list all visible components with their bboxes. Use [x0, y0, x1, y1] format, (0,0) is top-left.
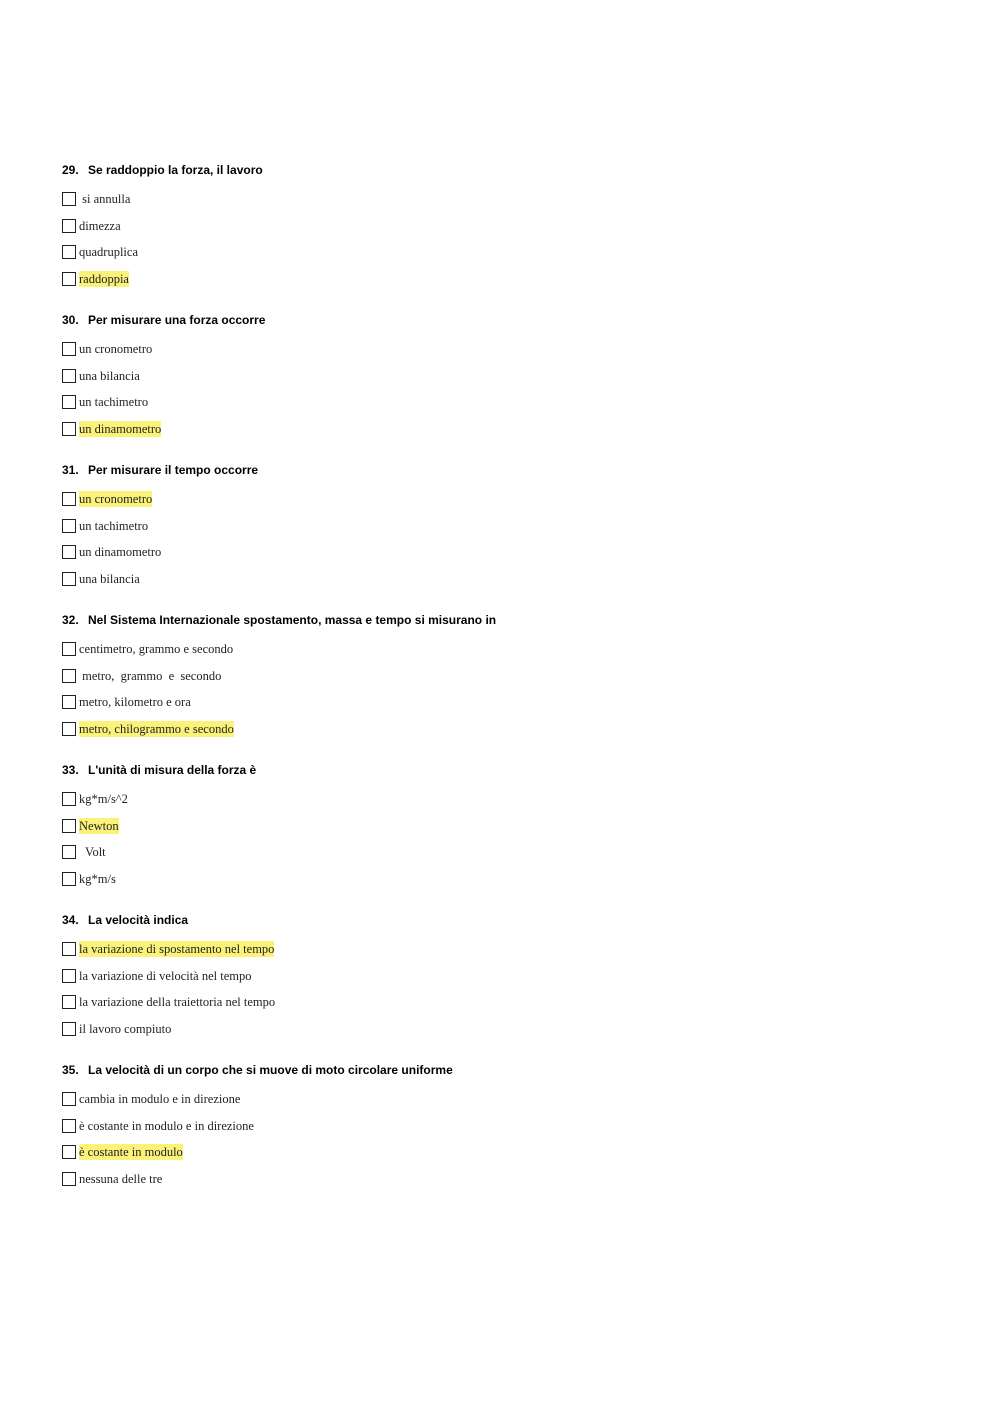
answer-checkbox[interactable]	[62, 1119, 76, 1133]
answer-checkbox[interactable]	[62, 995, 76, 1009]
answer-option[interactable]	[62, 813, 942, 840]
quiz-page	[62, 160, 942, 1210]
answer-checkbox[interactable]	[62, 669, 76, 683]
question-title	[62, 760, 942, 780]
answer-option[interactable]	[62, 839, 942, 866]
question-block	[62, 310, 942, 442]
question-text: La velocità indica	[88, 913, 189, 927]
answer-label: la variazione della traiettoria nel tempo	[79, 995, 276, 1010]
answer-option[interactable]	[62, 989, 942, 1016]
answer-checkbox[interactable]	[62, 845, 76, 859]
question-block	[62, 1060, 942, 1192]
answer-checkbox[interactable]	[62, 1092, 76, 1106]
question-number: 31.	[62, 463, 79, 477]
question-title	[62, 310, 942, 330]
answer-option[interactable]	[62, 1016, 942, 1043]
answer-label: un tachimetro	[79, 518, 149, 533]
answer-option[interactable]	[62, 663, 942, 690]
answer-checkbox[interactable]	[62, 792, 76, 806]
answer-label: Volt	[79, 845, 106, 860]
answer-option[interactable]	[62, 1113, 942, 1140]
question-title	[62, 1060, 942, 1080]
answer-option[interactable]	[62, 513, 942, 540]
answer-option[interactable]	[62, 936, 942, 963]
question-number: 35.	[62, 1063, 79, 1077]
answer-label: un tachimetro	[79, 395, 149, 410]
answer-label: kg*m/s^2	[79, 792, 128, 807]
question-number: 30.	[62, 313, 79, 327]
answer-option[interactable]	[62, 1166, 942, 1193]
answer-checkbox[interactable]	[62, 422, 76, 436]
answer-option[interactable]	[62, 363, 942, 390]
answer-checkbox[interactable]	[62, 492, 76, 506]
answer-checkbox[interactable]	[62, 872, 76, 886]
answer-option[interactable]	[62, 239, 942, 266]
question-title	[62, 460, 942, 480]
answer-label: una bilancia	[79, 571, 140, 586]
answer-label-highlighted: la variazione di spostamento nel tempo	[79, 942, 275, 957]
answer-checkbox[interactable]	[62, 219, 76, 233]
answer-label: si annulla	[79, 192, 131, 207]
answer-label: nessuna delle tre	[79, 1171, 163, 1186]
question-text: La velocità di un corpo che si muove di moto circolare uniforme	[88, 1063, 453, 1077]
question-block	[62, 910, 942, 1042]
answer-checkbox[interactable]	[62, 695, 76, 709]
answer-label: un dinamometro	[79, 545, 162, 560]
answer-option[interactable]	[62, 336, 942, 363]
answer-label: è costante in modulo e in direzione	[79, 1118, 254, 1133]
answer-checkbox[interactable]	[62, 545, 76, 559]
answer-checkbox[interactable]	[62, 722, 76, 736]
answer-option[interactable]	[62, 186, 942, 213]
answer-option[interactable]	[62, 636, 942, 663]
answer-option[interactable]	[62, 1139, 942, 1166]
answer-label: dimezza	[79, 218, 121, 233]
answer-checkbox[interactable]	[62, 942, 76, 956]
answer-label: quadruplica	[79, 245, 139, 260]
answer-label: un cronometro	[79, 342, 153, 357]
answer-option[interactable]	[62, 689, 942, 716]
answer-label: metro, grammo e secondo	[79, 668, 222, 683]
question-number: 34.	[62, 913, 79, 927]
answer-checkbox[interactable]	[62, 245, 76, 259]
question-block	[62, 460, 942, 592]
answer-checkbox[interactable]	[62, 572, 76, 586]
answer-checkbox[interactable]	[62, 1172, 76, 1186]
answer-option[interactable]	[62, 213, 942, 240]
answer-checkbox[interactable]	[62, 642, 76, 656]
question-block	[62, 760, 942, 892]
question-title	[62, 610, 942, 630]
answer-checkbox[interactable]	[62, 1022, 76, 1036]
answer-label: cambia in modulo e in direzione	[79, 1092, 241, 1107]
answer-label: metro, kilometro e ora	[79, 695, 191, 710]
question-title	[62, 160, 942, 180]
answer-option[interactable]	[62, 1086, 942, 1113]
answer-option[interactable]	[62, 866, 942, 893]
answer-option[interactable]	[62, 266, 942, 293]
answer-label: la variazione di velocità nel tempo	[79, 968, 252, 983]
answer-option[interactable]	[62, 486, 942, 513]
question-block	[62, 160, 942, 292]
answer-label-highlighted: raddoppia	[79, 271, 129, 286]
answer-label: kg*m/s	[79, 871, 116, 886]
answer-checkbox[interactable]	[62, 819, 76, 833]
answer-label-highlighted: metro, chilogrammo e secondo	[79, 721, 234, 736]
question-text: Per misurare il tempo occorre	[88, 463, 259, 477]
answer-label-highlighted: è costante in modulo	[79, 1145, 183, 1160]
question-text: Se raddoppio la forza, il lavoro	[88, 163, 263, 177]
answer-label: il lavoro compiuto	[79, 1021, 172, 1036]
answer-checkbox[interactable]	[62, 192, 76, 206]
answer-checkbox[interactable]	[62, 519, 76, 533]
answer-option[interactable]	[62, 786, 942, 813]
answer-label-highlighted: un dinamometro	[79, 421, 162, 436]
answer-option[interactable]	[62, 963, 942, 990]
answer-checkbox[interactable]	[62, 342, 76, 356]
answer-checkbox[interactable]	[62, 1145, 76, 1159]
question-number: 32.	[62, 613, 79, 627]
answer-label: una bilancia	[79, 368, 140, 383]
answer-option[interactable]	[62, 539, 942, 566]
answer-option[interactable]	[62, 716, 942, 743]
answer-option[interactable]	[62, 416, 942, 443]
question-title	[62, 910, 942, 930]
question-text: Per misurare una forza occorre	[88, 313, 266, 327]
answer-option[interactable]	[62, 389, 942, 416]
answer-label-highlighted: Newton	[79, 818, 119, 833]
question-number: 29.	[62, 163, 79, 177]
answer-checkbox[interactable]	[62, 395, 76, 409]
answer-checkbox[interactable]	[62, 969, 76, 983]
answer-checkbox[interactable]	[62, 369, 76, 383]
question-text: L'unità di misura della forza è	[88, 763, 257, 777]
answer-option[interactable]	[62, 566, 942, 593]
question-text: Nel Sistema Internazionale spostamento, massa e tempo si misurano in	[88, 613, 497, 627]
question-block	[62, 610, 942, 742]
question-number: 33.	[62, 763, 79, 777]
answer-checkbox[interactable]	[62, 272, 76, 286]
answer-label-highlighted: un cronometro	[79, 492, 153, 507]
answer-label: centimetro, grammo e secondo	[79, 642, 234, 657]
